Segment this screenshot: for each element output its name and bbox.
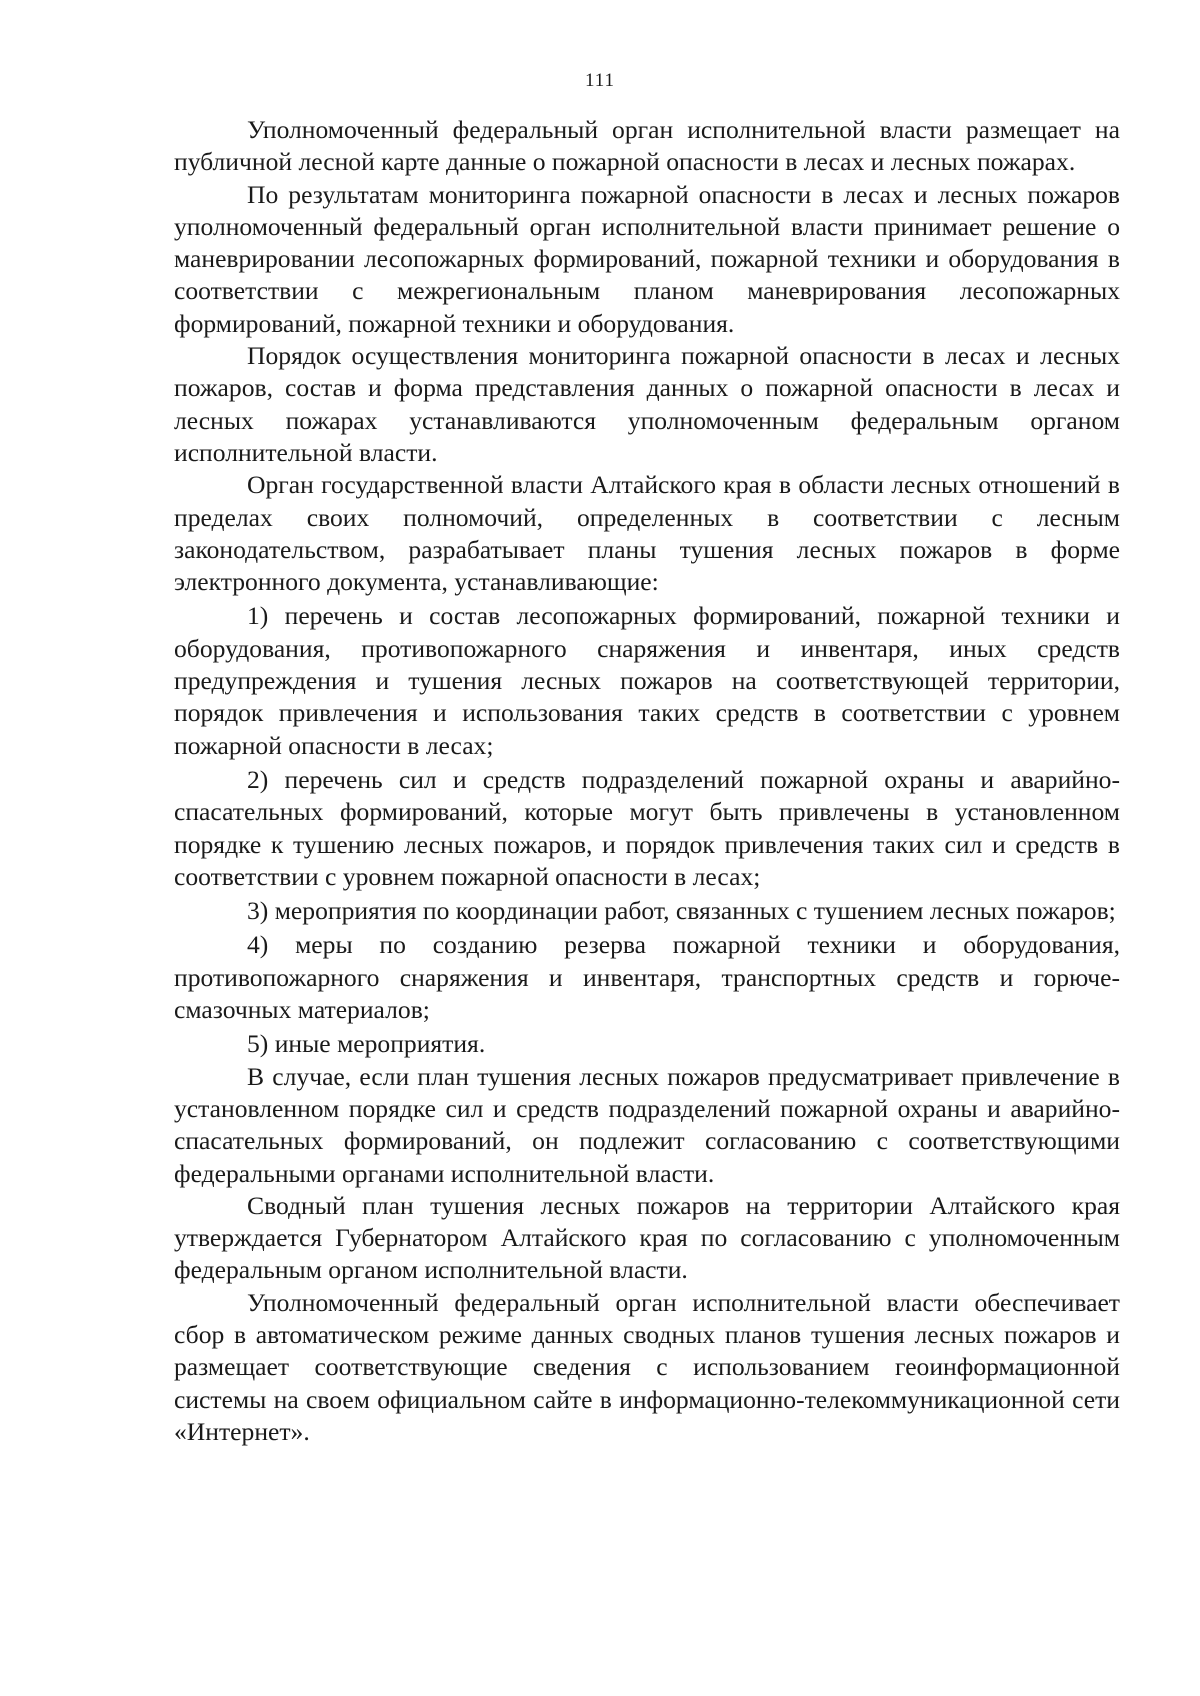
paragraph: Уполномоченный федеральный орган исполнительной власти обеспечивает сбор в автоматическом режиме данных сводных планов тушения лесных пожаров и размещает соответствующие сведения с использованием геоинформационной системы на своем официальном сайте в информационно-телекоммуникационной сети «Интернет».: [174, 1287, 1120, 1446]
paragraph: В случае, если план тушения лесных пожаров предусматривает привлечение в установленном порядке сил и средств подразделений пожарной охраны и аварийно-спасательных формирований, он подлежит согласованию с соответствующими федеральными органами исполнительной власти.: [174, 1061, 1120, 1188]
page-number: 111: [584, 70, 616, 91]
paragraph: Орган государственной власти Алтайского края в области лесных отношений в пределах своих полномочий, определенных в соответствии с лесным законодательством, разрабатывает планы тушения лесных пожаров в форме электронного документа, устанавливающие:: [174, 470, 1120, 597]
list-item: 4) меры по созданию резерва пожарной техники и оборудования, противопожарного снаряжения и инвентаря, транспортных средств и горюче-смазочных материалов;: [174, 930, 1120, 1025]
list-item: 5) иные мероприятия.: [247, 1029, 486, 1059]
paragraph: По результатам мониторинга пожарной опасности в лесах и лесных пожаров уполномоченный федеральный орган исполнительной власти принимает решение о маневрировании лесопожарных формирований, пожарной техники и оборудования в соответствии с межрегиональным планом маневрирования лесопожарных формирований, пожарной техники и оборудования.: [174, 179, 1120, 338]
list-item: 3) мероприятия по координации работ, связанных с тушением лесных пожаров;: [247, 896, 1116, 926]
paragraph: Уполномоченный федеральный орган исполнительной власти размещает на публичной лесной карте данные о пожарной опасности в лесах и лесных пожарах.: [174, 115, 1120, 177]
list-item: 1) перечень и состав лесопожарных формирований, пожарной техники и оборудования, противопожарного снаряжения и инвентаря, иных средств предупреждения и тушения лесных пожаров на соответствующей территории, порядок привлечения и использования таких средств в соответствии с уровнем пожарной опасности в лесах;: [174, 601, 1120, 760]
list-item: 2) перечень сил и средств подразделений пожарной охраны и аварийно-спасательных формирований, которые могут быть привлечены в установленном порядке к тушению лесных пожаров, и порядок привлечения таких сил и средств в соответствии с уровнем пожарной опасности в лесах;: [174, 764, 1120, 891]
paragraph: Порядок осуществления мониторинга пожарной опасности в лесах и лесных пожаров, состав и форма представления данных о пожарной опасности в лесах и лесных пожарах устанавливаются уполномоченным федеральным органом исполнительной власти.: [174, 341, 1120, 467]
paragraph: Сводный план тушения лесных пожаров на территории Алтайского края утверждается Губернатором Алтайского края по согласованию с уполномоченным федеральным органом исполнительной власти.: [174, 1190, 1120, 1285]
document-body: [174, 114, 1120, 1448]
